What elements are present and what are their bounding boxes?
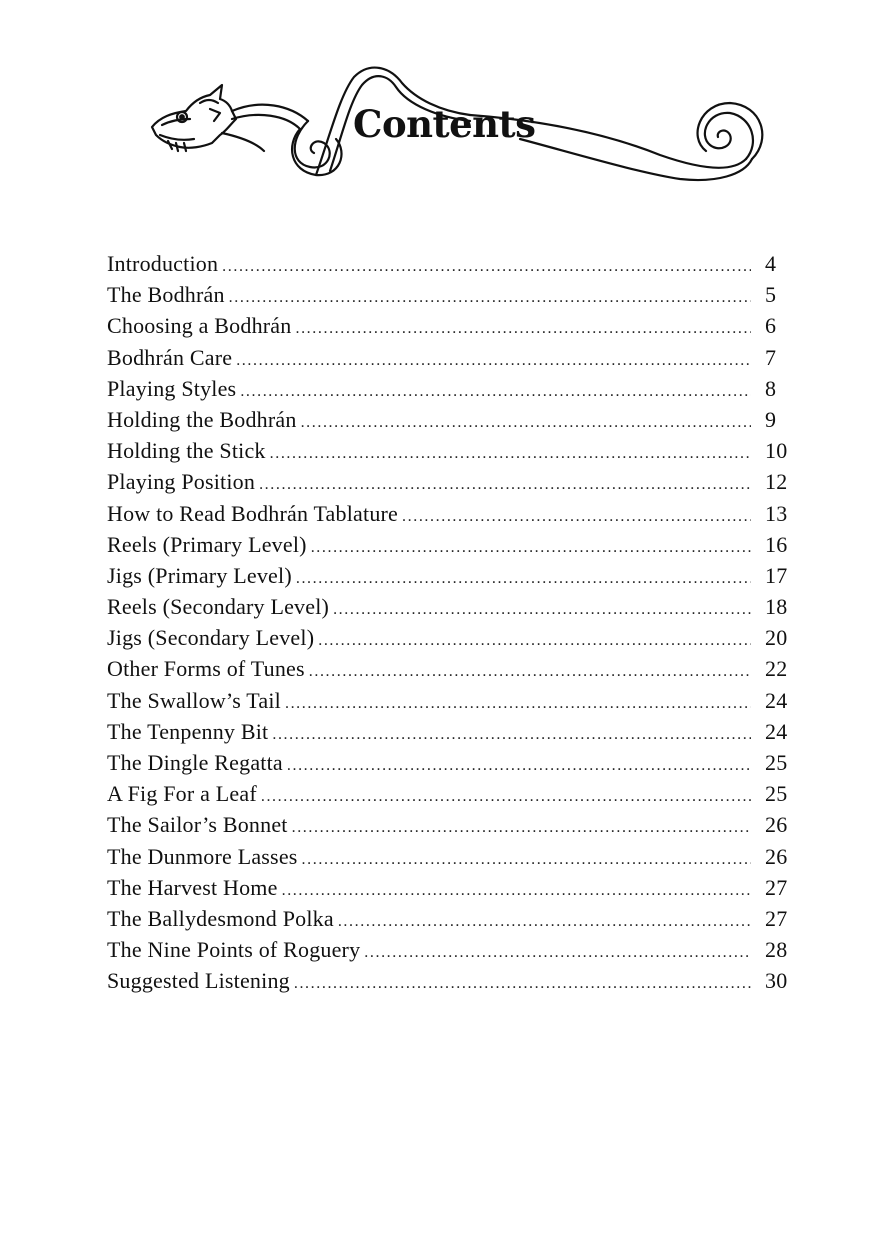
toc-entry-title: Bodhrán Care <box>107 344 233 370</box>
dot-leader <box>338 906 751 937</box>
dot-leader <box>285 688 751 719</box>
toc-entry-page-number: 13 <box>765 500 788 526</box>
toc-entry <box>107 622 805 653</box>
toc-entry <box>107 404 805 435</box>
toc-entry <box>107 466 805 497</box>
toc-entry-page-number: 7 <box>765 344 777 370</box>
toc-entry-page-number: 18 <box>765 594 788 620</box>
toc-entry-title: Holding the Stick <box>107 438 266 464</box>
dot-leader <box>229 282 751 313</box>
table-of-contents <box>107 248 805 997</box>
dot-leader <box>295 313 751 344</box>
toc-entry-title: The Tenpenny Bit <box>107 718 269 744</box>
toc-entry <box>107 498 805 529</box>
toc-entry-page-number: 5 <box>765 282 777 308</box>
toc-entry <box>107 435 805 466</box>
toc-entry <box>107 653 805 684</box>
dot-leader <box>222 251 751 282</box>
toc-entry-page-number: 20 <box>765 625 788 651</box>
toc-entry-title: Reels (Primary Level) <box>107 531 307 557</box>
dot-leader <box>364 937 751 968</box>
toc-entry-title: The Dunmore Lasses <box>107 843 298 869</box>
toc-entry-title: Holding the Bodhrán <box>107 406 297 432</box>
toc-entry-page-number: 4 <box>765 251 777 276</box>
toc-entry-page-number: 30 <box>765 968 788 994</box>
toc-entry-page-number: 24 <box>765 687 788 713</box>
toc-entry <box>107 591 805 622</box>
toc-entry <box>107 685 805 716</box>
dot-leader <box>236 345 751 376</box>
dot-leader <box>287 750 751 781</box>
dot-leader <box>311 532 751 563</box>
dot-leader <box>294 968 751 999</box>
dot-leader <box>318 625 751 656</box>
toc-entry-page-number: 8 <box>765 375 777 401</box>
toc-entry-title: Jigs (Primary Level) <box>107 562 292 588</box>
toc-entry-page-number: 26 <box>765 843 788 869</box>
dot-leader <box>302 844 751 875</box>
dot-leader <box>270 438 751 469</box>
toc-entry-title: Reels (Secondary Level) <box>107 594 330 620</box>
toc-entry-title: The Bodhrán <box>107 282 225 308</box>
contents-header <box>140 55 780 205</box>
toc-entry-page-number: 26 <box>765 812 788 838</box>
toc-entry-page-number: 27 <box>765 874 788 900</box>
dot-leader <box>309 656 751 687</box>
toc-entry-title: Playing Position <box>107 469 256 495</box>
toc-entry-title: The Harvest Home <box>107 874 278 900</box>
toc-entry-page-number: 10 <box>765 438 788 464</box>
toc-entry-page-number: 25 <box>765 781 788 807</box>
toc-entry-title: Other Forms of Tunes <box>107 656 305 682</box>
toc-entry <box>107 373 805 404</box>
toc-entry <box>107 310 805 341</box>
toc-entry-title: A Fig For a Leaf <box>107 781 257 807</box>
dot-leader <box>240 376 751 407</box>
dot-leader <box>296 563 751 594</box>
dot-leader <box>402 501 751 532</box>
toc-entry-title: Choosing a Bodhrán <box>107 313 292 339</box>
toc-entry-page-number: 6 <box>765 313 777 339</box>
toc-entry <box>107 965 805 996</box>
toc-entry <box>107 809 805 840</box>
toc-entry-title: Playing Styles <box>107 375 237 401</box>
dot-leader <box>333 594 751 625</box>
toc-entry-page-number: 9 <box>765 406 777 432</box>
toc-entry-title: Jigs (Secondary Level) <box>107 625 315 651</box>
toc-entry-page-number: 28 <box>765 937 788 963</box>
toc-entry-page-number: 22 <box>765 656 788 682</box>
toc-entry-title: How to Read Bodhrán Tablature <box>107 500 399 526</box>
toc-entry-title: The Nine Points of Roguery <box>107 937 361 963</box>
toc-entry-page-number: 16 <box>765 531 788 557</box>
toc-entry-page-number: 12 <box>765 469 788 495</box>
toc-entry-title: The Dingle Regatta <box>107 750 283 775</box>
toc-entry <box>107 560 805 591</box>
toc-entry <box>107 279 805 310</box>
toc-entry-page-number: 17 <box>765 562 788 588</box>
toc-entry <box>107 342 805 373</box>
toc-entry <box>107 903 805 934</box>
toc-entry-page-number: 27 <box>765 905 788 931</box>
page-title: Contents <box>353 102 536 146</box>
toc-entry-title: The Swallow’s Tail <box>107 687 281 713</box>
toc-entry-title: The Ballydesmond Polka <box>107 905 334 931</box>
toc-entry <box>107 778 805 809</box>
toc-entry <box>107 716 805 747</box>
toc-entry <box>107 934 805 965</box>
dot-leader <box>282 875 751 906</box>
toc-entry <box>107 872 805 903</box>
toc-entry-title: The Sailor’s Bonnet <box>107 812 288 838</box>
toc-entry-title: Suggested Listening <box>107 968 290 994</box>
dot-leader <box>259 469 751 500</box>
toc-entry-title: Introduction <box>107 251 219 276</box>
dot-leader <box>261 781 751 812</box>
toc-entry <box>107 747 805 778</box>
dot-leader <box>301 407 751 438</box>
toc-entry-page-number: 25 <box>765 750 788 775</box>
dot-leader <box>272 719 751 750</box>
toc-entry <box>107 248 805 279</box>
dot-leader <box>292 812 751 843</box>
toc-entry <box>107 529 805 560</box>
toc-entry-page-number: 24 <box>765 718 788 744</box>
toc-entry <box>107 841 805 872</box>
